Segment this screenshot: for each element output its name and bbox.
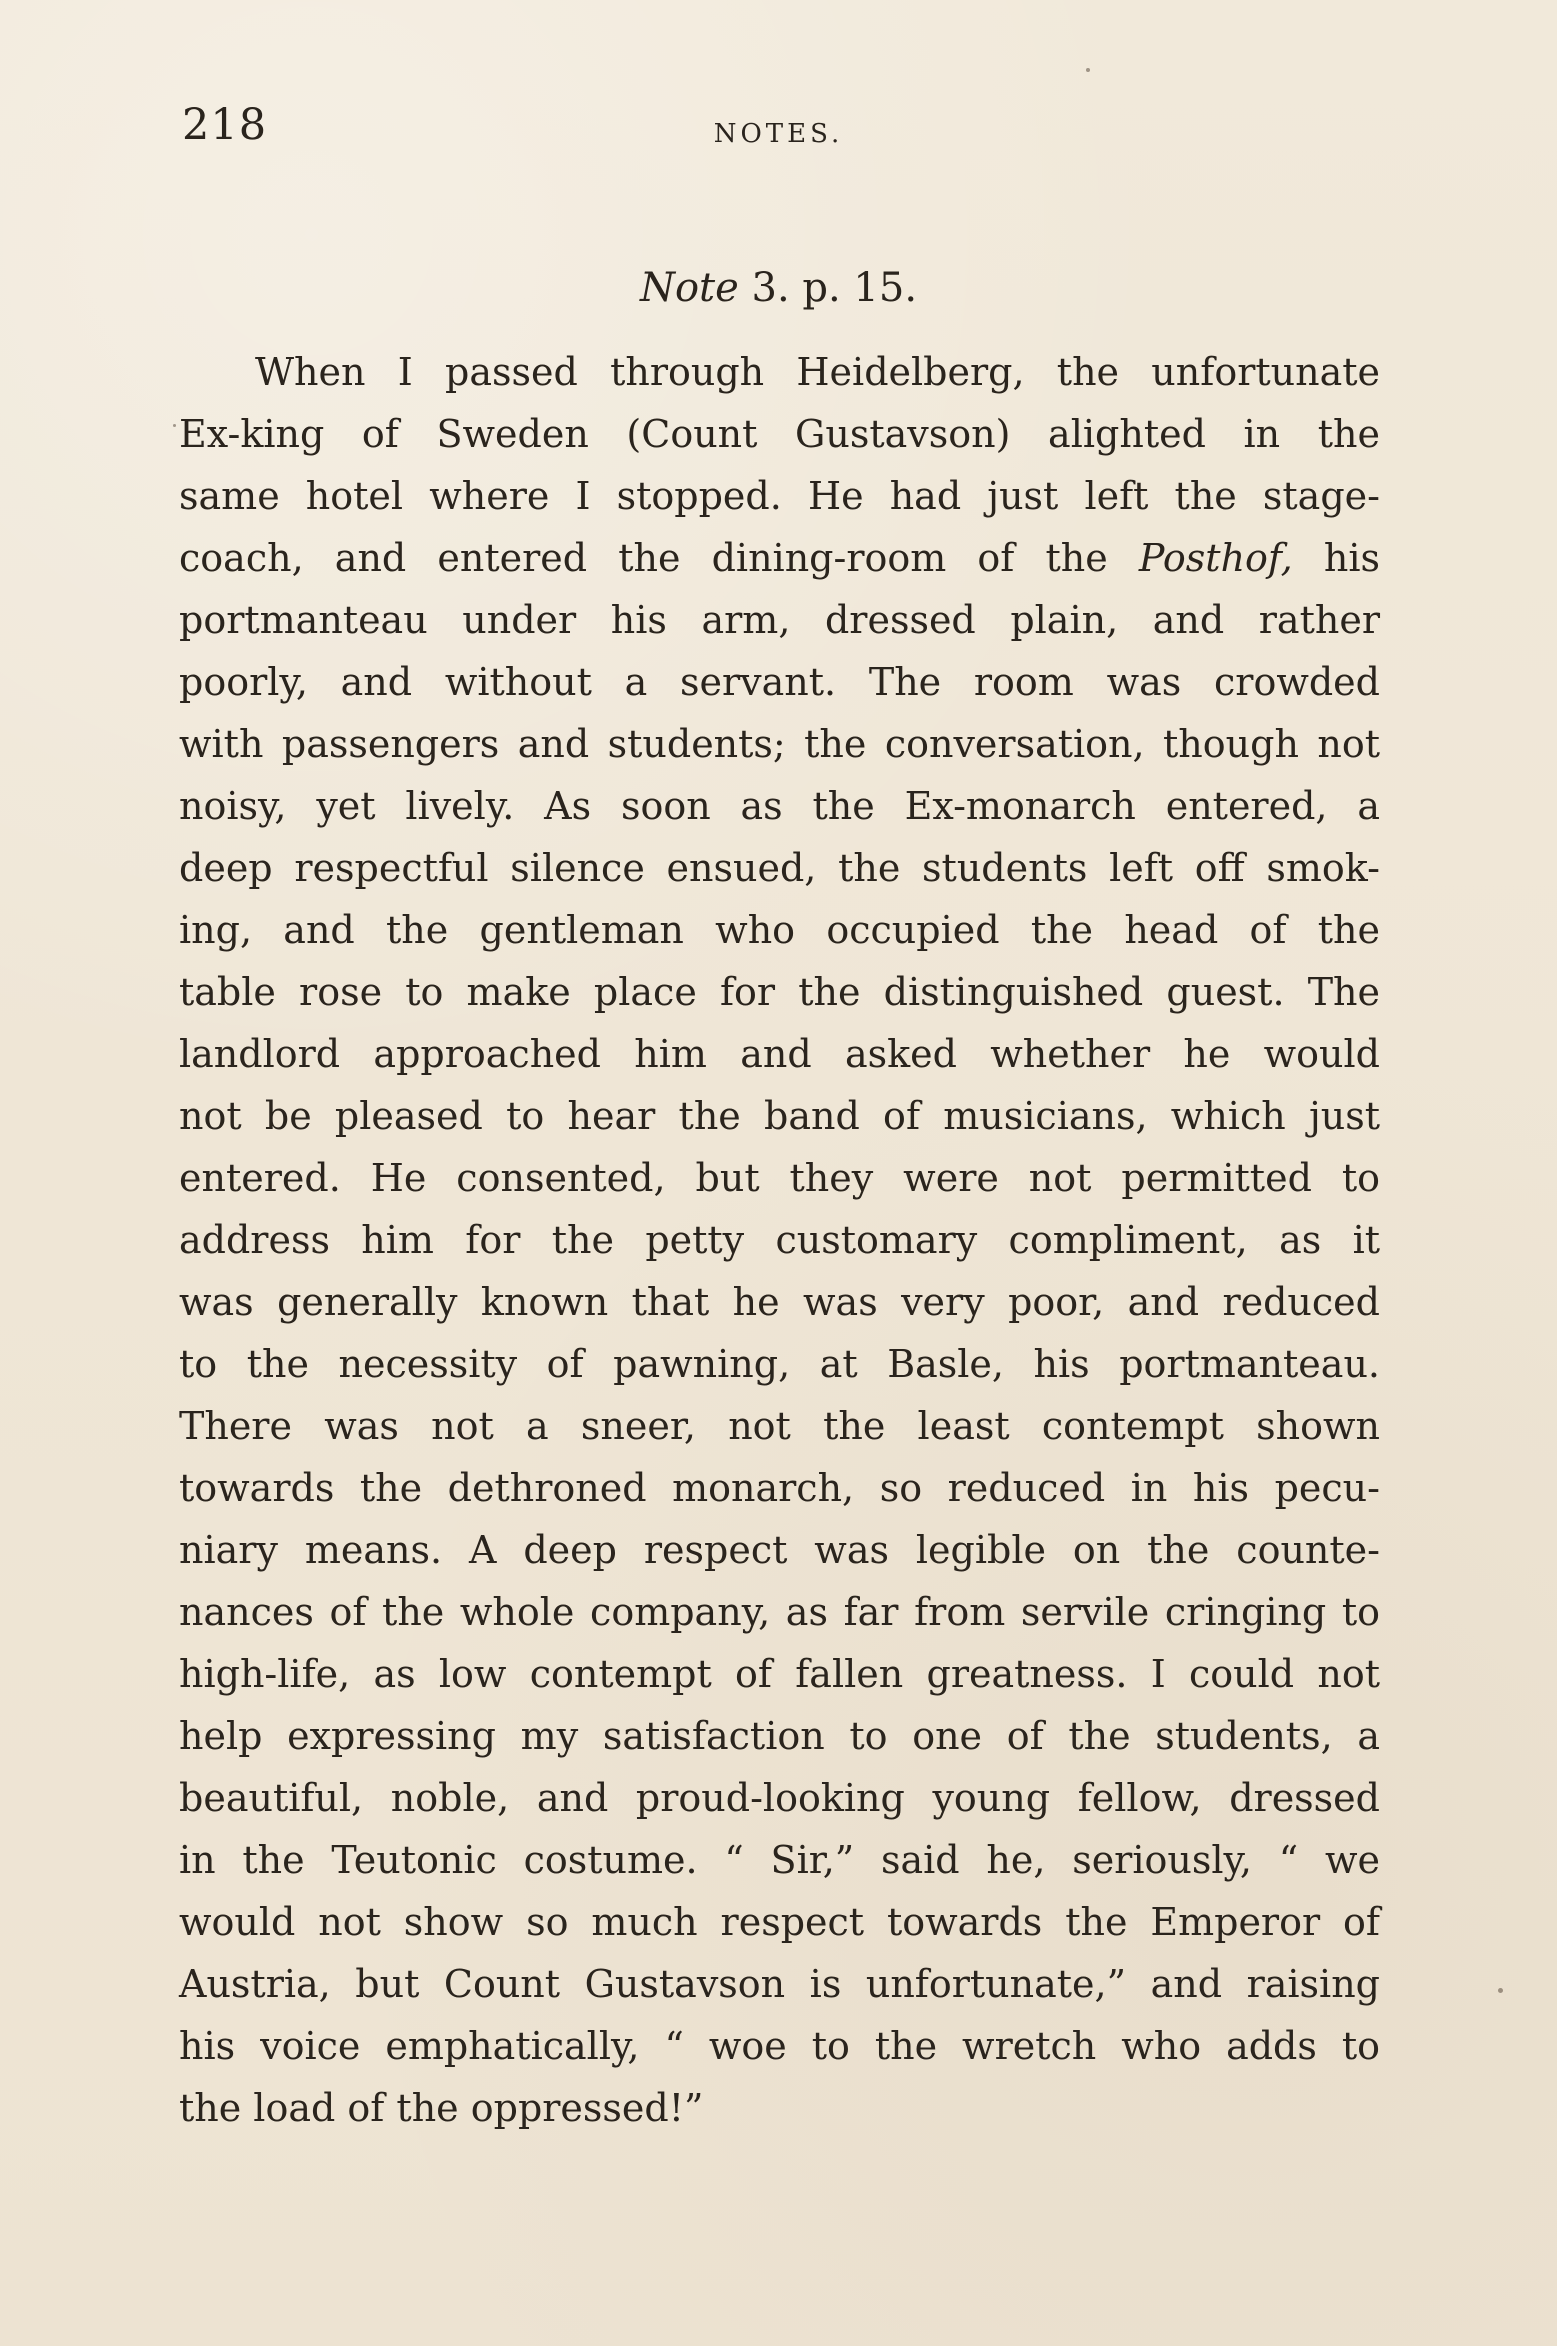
running-head: NOTES.	[713, 119, 844, 149]
text-line: high-life, as low contempt of fallen greatness. I could not	[179, 1652, 1380, 1696]
text-line-with-italic	[179, 527, 1380, 589]
text-line: There was not a sneer, not the least contempt shown	[179, 1404, 1380, 1448]
text-line: ing, and the gentleman who occupied the head of the	[179, 908, 1380, 952]
note-heading	[0, 265, 1557, 311]
text-line: nances of the whole company, as far from servile cringing to	[179, 1590, 1380, 1634]
text-line: with passengers and students; the conversation, though not	[179, 722, 1380, 766]
paper-speck	[1498, 1988, 1503, 1993]
text-line: beautiful, noble, and proud-looking young fellow, dressed	[179, 1776, 1380, 1820]
paper-speck	[173, 424, 176, 427]
text-line: Austria, but Count Gustavson is unfortunate,” and raising	[179, 1962, 1380, 2006]
text-line: to the necessity of pawning, at Basle, his portmanteau.	[179, 1342, 1380, 1386]
text-line: towards the dethroned monarch, so reduced in his pecu-	[179, 1466, 1380, 1510]
text-line: address him for the petty customary compliment, as it	[179, 1218, 1380, 1262]
text-line: was generally known that he was very poor, and reduced	[179, 1280, 1380, 1324]
text-line: help expressing my satisfaction to one of the students, a	[179, 1714, 1380, 1758]
text-line: entered. He consented, but they were not permitted to	[179, 1156, 1380, 1200]
note-reference: 3. p. 15.	[751, 265, 918, 311]
text-line: niary means. A deep respect was legible on the counte-	[179, 1528, 1380, 1572]
page-number: 218	[182, 100, 268, 150]
text-line: deep respectful silence ensued, the students left off smok-	[179, 846, 1380, 890]
text-line: the load of the oppressed!”	[179, 2086, 704, 2130]
text-line: Ex-king of Sweden (Count Gustavson) alighted in the	[179, 412, 1380, 456]
italic-place-name: Posthof,	[1138, 536, 1293, 580]
note-label: Note	[639, 265, 739, 311]
text-line: When I passed through Heidelberg, the unfortunate	[255, 350, 1380, 394]
text-line: poorly, and without a servant. The room was crowded	[179, 660, 1380, 704]
text-line: noisy, yet lively. As soon as the Ex-monarch entered, a	[179, 784, 1380, 828]
text-line: table rose to make place for the distinguished guest. The	[179, 970, 1380, 1014]
text-line: not be pleased to hear the band of musicians, which just	[179, 1094, 1380, 1138]
text-line-part: his	[1292, 536, 1380, 580]
text-line: would not show so much respect towards the Emperor of	[179, 1900, 1380, 1944]
text-line-part: coach, and entered the dining-room of the	[179, 536, 1139, 580]
note-body	[179, 341, 1380, 2139]
text-line: same hotel where I stopped. He had just left the stage-	[179, 474, 1380, 518]
paper-speck	[1086, 68, 1090, 72]
text-line: in the Teutonic costume. “ Sir,” said he, seriously, “ we	[179, 1838, 1380, 1882]
text-line: landlord approached him and asked whether he would	[179, 1032, 1380, 1076]
text-line: portmanteau under his arm, dressed plain, and rather	[179, 598, 1380, 642]
text-line: his voice emphatically, “ woe to the wretch who adds to	[179, 2024, 1380, 2068]
